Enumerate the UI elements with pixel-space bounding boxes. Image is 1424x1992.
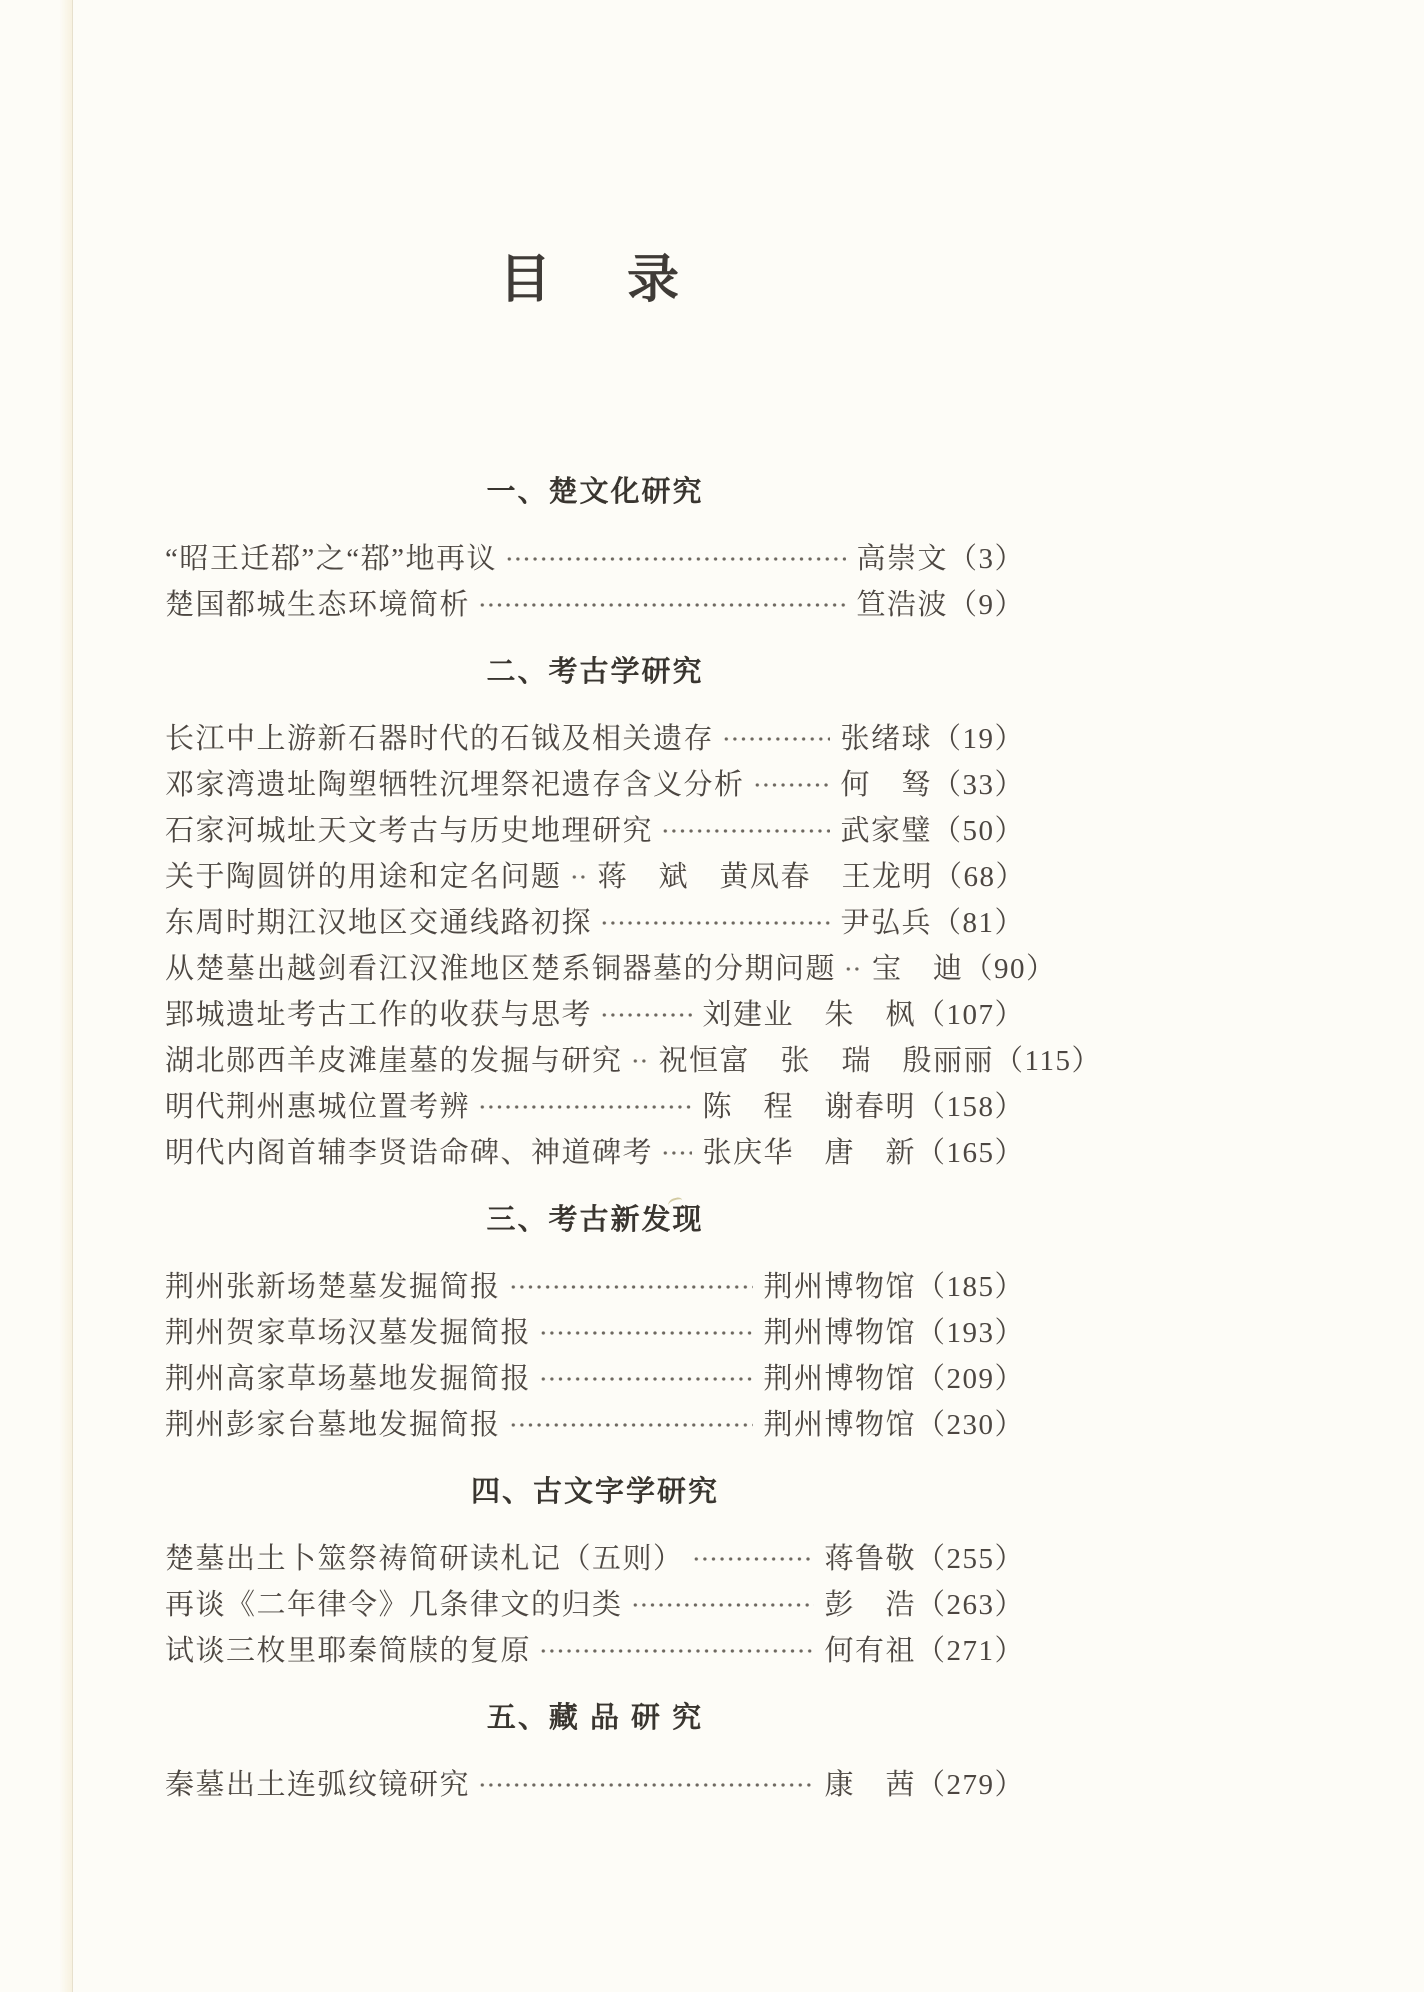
- entry-authors: 蒋鲁敬: [824, 1543, 916, 1575]
- toc-entry: [165, 716, 1025, 762]
- dot-leader: [570, 854, 588, 900]
- toc-entry: [165, 1264, 1025, 1310]
- entry-authors: 刘建业 朱 枫: [702, 999, 916, 1031]
- dot-leader: [539, 1310, 753, 1356]
- toc-entry: [165, 1536, 1025, 1582]
- section-heading: 四、古文字学研究: [470, 1476, 719, 1508]
- entry-page-number: （279）: [915, 1769, 1025, 1801]
- toc-entry: [165, 1402, 1025, 1448]
- dot-leader: [505, 536, 846, 582]
- toc-entry: [165, 1762, 1025, 1808]
- toc-entry: [165, 582, 1025, 628]
- toc-section: [165, 1200, 1025, 1448]
- entry-title: 再谈《二年律令》几条律文的归类: [165, 1589, 623, 1621]
- toc-entry: [165, 1130, 1025, 1176]
- dot-leader: [509, 1264, 754, 1310]
- entry-authors: 蒋 斌 黄凤春 王龙明: [597, 861, 934, 893]
- section-heading: 一、楚文化研究: [486, 476, 704, 508]
- entry-page-number: （3）: [947, 543, 1025, 575]
- toc-entry: [165, 1628, 1025, 1674]
- section-heading: 三、考古新发现: [486, 1204, 704, 1236]
- entry-page-number: （271）: [915, 1635, 1025, 1667]
- entry-authors: 康 茜: [824, 1769, 916, 1801]
- toc-section: [165, 1472, 1025, 1674]
- entry-page-number: （255）: [915, 1543, 1025, 1575]
- entry-page-number: （230）: [915, 1409, 1025, 1441]
- entry-title: 郢城遗址考古工作的收获与思考: [165, 999, 593, 1031]
- entry-title: 荆州高家草场墓地发掘简报: [165, 1363, 532, 1395]
- toc-entry: [165, 762, 1025, 808]
- dot-leader: [753, 762, 831, 808]
- entry-title: 明代内阁首辅李贤诰命碑、神道碑考: [165, 1137, 654, 1169]
- entry-authors: 张庆华 唐 新: [702, 1137, 916, 1169]
- entry-authors: 陈 程 谢春明: [702, 1091, 916, 1123]
- dot-leader: [539, 1356, 753, 1402]
- dot-leader: [661, 1130, 692, 1176]
- toc-entry: [165, 946, 1057, 992]
- entry-title: 荆州张新场楚墓发掘简报: [165, 1271, 501, 1303]
- dot-leader: [661, 808, 830, 854]
- entry-authors: 荆州博物馆: [763, 1271, 916, 1303]
- entry-title: 东周时期江汉地区交通线路初探: [165, 907, 593, 939]
- entry-page-number: （107）: [915, 999, 1025, 1031]
- entry-page-number: （50）: [931, 815, 1025, 847]
- toc-entry: [165, 1356, 1025, 1402]
- dot-leader: [692, 1536, 815, 1582]
- entry-authors: 荆州博物馆: [763, 1363, 916, 1395]
- entry-authors: 何 驽: [840, 769, 932, 801]
- entry-authors: 武家璧: [840, 815, 932, 847]
- entry-authors: 张绪球: [840, 723, 932, 755]
- entry-page-number: （209）: [915, 1363, 1025, 1395]
- toc-entry: [165, 992, 1025, 1038]
- toc-entry: [165, 1582, 1025, 1628]
- entry-page-number: （33）: [931, 769, 1025, 801]
- toc-sections: [165, 472, 1102, 1808]
- dot-leader: [844, 946, 862, 992]
- entry-title: 从楚墓出越剑看江汉淮地区楚系铜器墓的分期问题: [165, 953, 837, 985]
- section-entries: [165, 536, 1025, 628]
- entry-authors: 笪浩波: [856, 589, 948, 621]
- section-entries: [165, 1264, 1025, 1448]
- entry-authors: 祝恒富 张 瑞 殷丽丽: [658, 1045, 995, 1077]
- dot-leader: [600, 900, 830, 946]
- toc-section: [165, 472, 1025, 628]
- toc-section: [165, 652, 1102, 1176]
- dot-leader: [509, 1402, 754, 1448]
- toc-entry: [165, 1310, 1025, 1356]
- toc-entry: [165, 536, 1025, 582]
- entry-page-number: （19）: [931, 723, 1025, 755]
- entry-title: 楚国都城生态环境简析: [165, 589, 471, 621]
- entry-authors: 荆州博物馆: [763, 1317, 916, 1349]
- section-entries: [165, 1762, 1025, 1808]
- dot-leader: [631, 1582, 815, 1628]
- dot-leader: [478, 1762, 814, 1808]
- entry-title: 邓家湾遗址陶塑牺牲沉埋祭祀遗存含义分析: [165, 769, 745, 801]
- entry-title: 关于陶圆饼的用途和定名问题: [165, 861, 562, 893]
- dot-leader: [478, 1084, 692, 1130]
- toc-entry: [165, 900, 1025, 946]
- entry-authors: 彭 浩: [824, 1589, 916, 1621]
- section-heading: 五、藏 品 研 究: [486, 1702, 704, 1734]
- entry-page-number: （115）: [994, 1045, 1102, 1077]
- toc-entry: [165, 808, 1025, 854]
- entry-title: “昭王迁鄀”之“鄀”地再议: [165, 543, 497, 575]
- entry-authors: 荆州博物馆: [763, 1409, 916, 1441]
- dot-leader: [539, 1628, 814, 1674]
- entry-title: 荆州彭家台墓地发掘简报: [165, 1409, 501, 1441]
- entry-page-number: （68）: [933, 861, 1027, 893]
- dot-leader: [600, 992, 692, 1038]
- toc-entry: [165, 1084, 1025, 1130]
- section-heading: 二、考古学研究: [486, 656, 704, 688]
- entry-page-number: （90）: [963, 953, 1057, 985]
- dot-leader: [478, 582, 846, 628]
- toc-entry: [165, 1038, 1102, 1084]
- entry-title: 湖北郧西羊皮滩崖墓的发掘与研究: [165, 1045, 623, 1077]
- entry-title: 长江中上游新石器时代的石钺及相关遗存: [165, 723, 715, 755]
- entry-title: 试谈三枚里耶秦简牍的复原: [165, 1635, 532, 1667]
- dot-leader: [631, 1038, 649, 1084]
- section-entries: [165, 716, 1102, 1176]
- entry-title: 石家河城址天文考古与历史地理研究: [165, 815, 654, 847]
- entry-page-number: （9）: [947, 589, 1025, 621]
- entry-title: 秦墓出土连弧纹镜研究: [165, 1769, 471, 1801]
- entry-authors: 尹弘兵: [840, 907, 932, 939]
- entry-title: 荆州贺家草场汉墓发掘简报: [165, 1317, 532, 1349]
- entry-page-number: （185）: [915, 1271, 1025, 1303]
- entry-page-number: （165）: [915, 1137, 1025, 1169]
- entry-authors: 何有祖: [824, 1635, 916, 1667]
- section-entries: [165, 1536, 1025, 1674]
- entry-authors: 宝 迪: [872, 953, 964, 985]
- page-title: 目 录: [498, 252, 691, 309]
- dot-leader: [722, 716, 830, 762]
- entry-page-number: （263）: [915, 1589, 1025, 1621]
- toc-section: [165, 1698, 1025, 1808]
- toc-entry: [165, 854, 1025, 900]
- entry-authors: 高崇文: [856, 543, 948, 575]
- entry-title: 楚墓出土卜筮祭祷简研读札记（五则）: [165, 1543, 684, 1575]
- entry-page-number: （81）: [931, 907, 1025, 939]
- entry-title: 明代荆州惠城位置考辨: [165, 1091, 471, 1123]
- entry-page-number: （193）: [915, 1317, 1025, 1349]
- entry-page-number: （158）: [915, 1091, 1025, 1123]
